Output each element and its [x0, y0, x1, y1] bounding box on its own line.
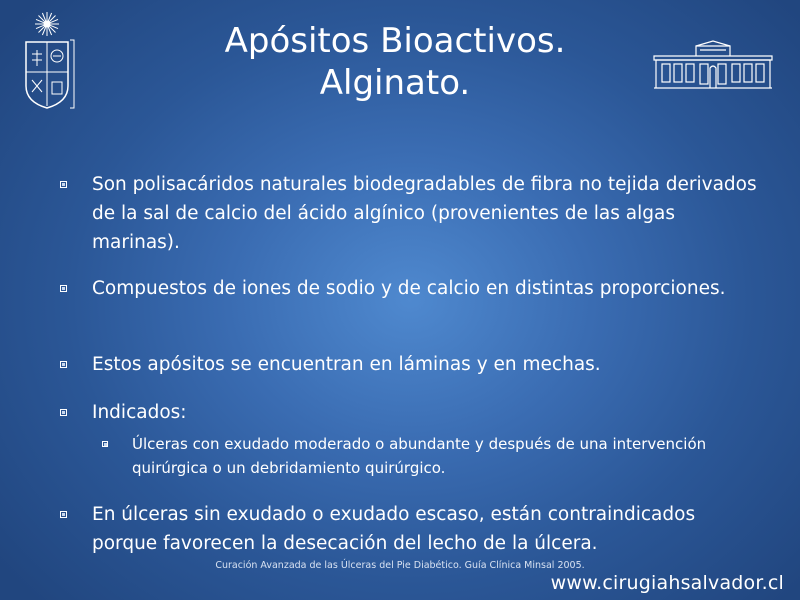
square-bullet-icon [60, 409, 67, 416]
square-bullet-icon [60, 181, 67, 188]
bullet-text: En úlceras sin exudado o exudado escaso, están contraindicados porque favorecen la desecación del lecho de la úlcera. [92, 504, 696, 554]
square-bullet-icon [102, 441, 108, 447]
slide-title-line-2: Alginato. [319, 63, 471, 103]
slide-title-line-1: Apósitos Bioactivos. [224, 21, 566, 61]
bullet-text: Indicados: [92, 402, 187, 423]
bullet-text: Estos apósitos se encuentran en láminas y en mechas. [92, 354, 601, 375]
bullet-text: Compuestos de iones de sodio y de calcio en distintas proporciones. [92, 278, 726, 299]
square-bullet-icon [60, 285, 67, 292]
bullet-text: Son polisacáridos naturales biodegradables de fibra no tejida derivados de la sal de calcio del ácido algínico (provenientes de las algas marinas). [92, 174, 757, 253]
website-url: www.cirugiahsalvador.cl [550, 572, 784, 594]
footer-reference: Curación Avanzada de las Úlceras del Pie Diabético. Guía Clínica Minsal 2005. [215, 560, 585, 571]
square-bullet-icon [60, 511, 67, 518]
sub-bullet-text: Úlceras con exudado moderado o abundante y después de una intervención quirúrgica o un debridamiento quirúrgico. [132, 435, 707, 477]
square-bullet-icon [60, 361, 67, 368]
